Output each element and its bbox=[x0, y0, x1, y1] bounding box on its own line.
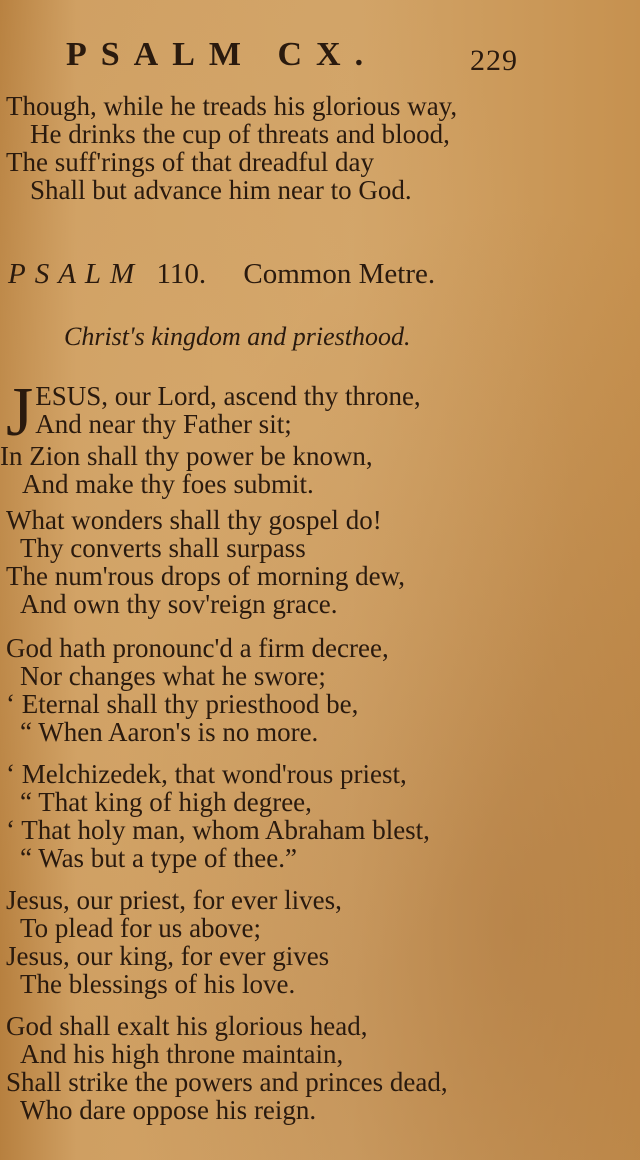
verse-line: Though, while he treads his glorious way, bbox=[6, 91, 458, 121]
verse-line: Who dare oppose his reign. bbox=[20, 1095, 317, 1125]
stanza-6 bbox=[0, 1012, 640, 1124]
verse-line: What wonders shall thy gospel do! bbox=[6, 505, 382, 535]
verse-line: And near thy Father sit; bbox=[35, 409, 292, 439]
stanza-2 bbox=[0, 506, 640, 618]
verse-line: ESUS, our Lord, ascend thy throne, bbox=[35, 381, 421, 411]
psalm-subtitle: Christ's kingdom and priesthood. bbox=[64, 322, 411, 351]
psalm-heading bbox=[8, 258, 638, 298]
verse-line: Jesus, our king, for ever gives bbox=[6, 941, 330, 971]
verse-line: “ When Aaron's is no more. bbox=[20, 717, 319, 747]
verse-line: Shall strike the powers and princes dead, bbox=[6, 1067, 448, 1097]
verse-line: Nor changes what he swore; bbox=[20, 661, 326, 691]
verse-line: ‘ Eternal shall thy priesthood be, bbox=[6, 689, 359, 719]
metre-label: Common Metre. bbox=[243, 258, 436, 290]
verse-line: Shall but advance him near to God. bbox=[30, 175, 412, 205]
verse-line: The blessings of his love. bbox=[20, 969, 296, 999]
verse-line: Thy converts shall surpass bbox=[20, 533, 306, 563]
page-header bbox=[0, 30, 640, 80]
psalm-label: PSALM bbox=[8, 258, 144, 290]
verse-line: God hath pronounc'd a firm decree, bbox=[6, 633, 389, 663]
verse-line: God shall exalt his glorious head, bbox=[6, 1011, 368, 1041]
verse-line: ‘ That holy man, whom Abraham blest, bbox=[6, 815, 430, 845]
verse-line: And make thy foes submit. bbox=[22, 469, 314, 499]
verse-line: And own thy sov'reign grace. bbox=[20, 589, 338, 619]
stanza-1 bbox=[0, 374, 640, 499]
verse-line: “ That king of high degree, bbox=[20, 787, 312, 817]
verse-line: “ Was but a type of thee.” bbox=[20, 843, 297, 873]
verse-line: He drinks the cup of threats and blood, bbox=[30, 119, 450, 149]
verse-line: Jesus, our priest, for ever lives, bbox=[6, 885, 342, 915]
stanza-top bbox=[0, 92, 640, 204]
verse-line: The suff'rings of that dreadful day bbox=[6, 147, 375, 177]
running-title: PSALM CX. bbox=[66, 36, 378, 73]
verse-line: ‘ Melchizedek, that wond'rous priest, bbox=[6, 759, 407, 789]
psalm-number: 110. bbox=[156, 258, 207, 290]
verse-line: In Zion shall thy power be known, bbox=[0, 441, 373, 471]
drop-cap: J bbox=[6, 374, 34, 451]
page-number: 229 bbox=[470, 44, 518, 77]
verse-line: To plead for us above; bbox=[20, 913, 262, 943]
stanza-3 bbox=[0, 634, 640, 746]
stanza-5 bbox=[0, 886, 640, 998]
stanza-4 bbox=[0, 760, 640, 872]
verse-line: The num'rous drops of morning dew, bbox=[6, 561, 406, 591]
verse-line: And his high throne maintain, bbox=[20, 1039, 344, 1069]
